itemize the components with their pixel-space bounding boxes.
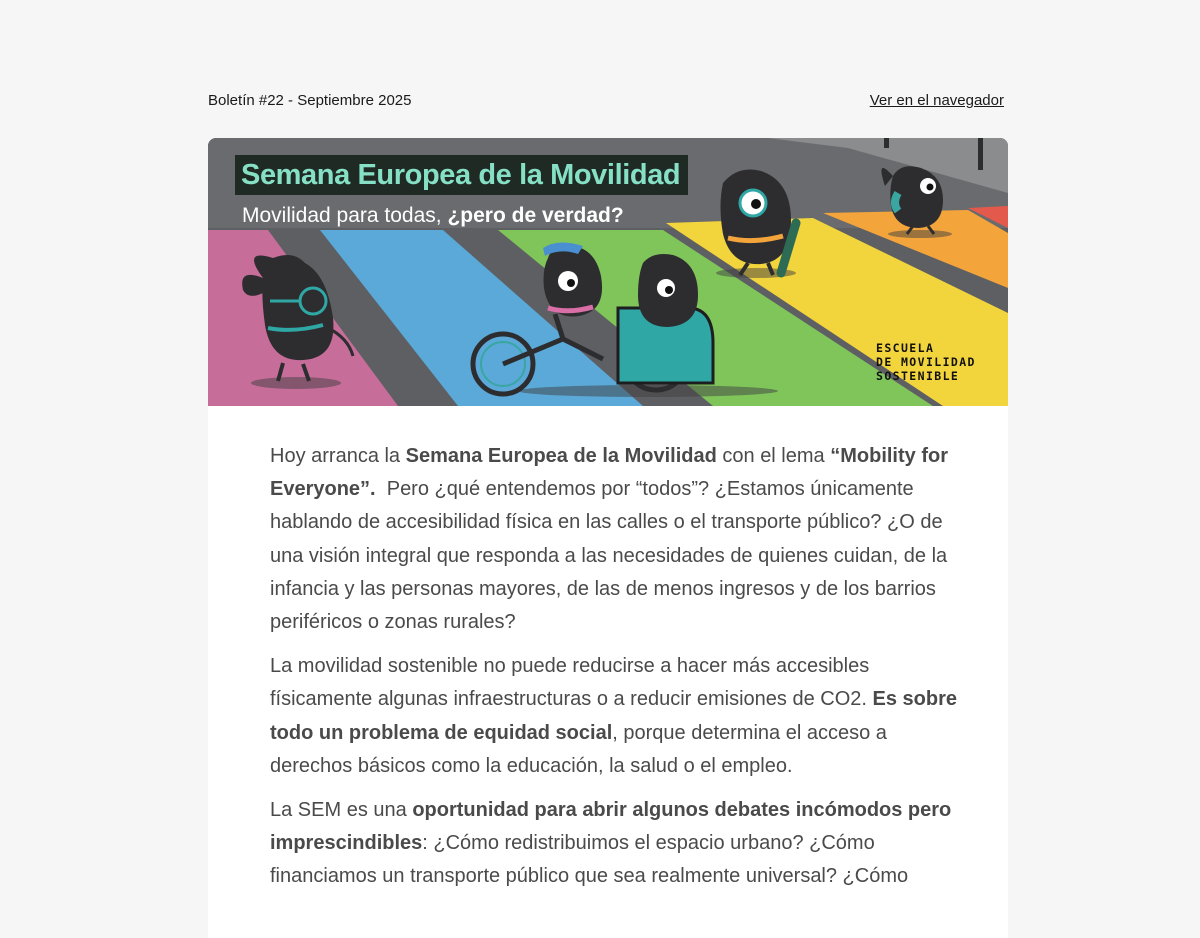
preheader [208, 90, 1008, 112]
view-in-browser-link[interactable]: Ver en el navegador [869, 92, 1004, 109]
paragraph-2 [270, 650, 960, 783]
logo-line-1: ESCUELA [876, 341, 935, 355]
p1-bold-2: “Mobility for Everyone”. [270, 445, 948, 501]
article-body [270, 440, 960, 905]
p3-text-2: : ¿Cómo redistribuimos el espacio urbano? ¿Cómo financiamos un transporte público que sea realmente universal? ¿Cómo [270, 832, 909, 888]
paragraph-3 [270, 794, 960, 894]
p2-text-2: , porque determina el acceso a derechos básicos como la educación, la salud o el empleo. [270, 721, 887, 777]
hero-banner [208, 138, 1008, 406]
p1-bold-1: Semana Europea de la Movilidad [405, 445, 717, 467]
p1-text-3: Pero ¿qué entendemos por “todos”? ¿Estamos únicamente hablando de accesibilidad física en las calles o el transporte público? ¿O de una visión integral que responda a las necesidades de quienes cuidan, de la infancia y las personas mayores, de las de menos ingresos y de los barrios periféricos o zonas rurales? [270, 478, 953, 634]
p2-bold-1: Es sobre todo un problema de equidad social [270, 688, 957, 744]
p3-bold-1: oportunidad para abrir algunos debates incómodos pero imprescindibles [270, 799, 952, 855]
p2-text-1: La movilidad sostenible no puede reducirse a hacer más accesibles físicamente algunas infraestructuras o a reducir emisiones de CO2. [270, 655, 873, 711]
p3-text-1: La SEM es una [270, 799, 413, 822]
logo-line-2: DE MOVILIDAD [876, 355, 976, 369]
p1-text-2: con el lema [716, 445, 831, 467]
issue-label: Boletín #22 - Septiembre 2025 [208, 92, 412, 109]
hero-subtitle [242, 202, 624, 230]
hero-subtitle-bold: ¿pero de verdad? [447, 204, 624, 227]
hero-subtitle-plain: Movilidad para todas, [242, 204, 448, 227]
p1-text-1: Hoy arranca la [270, 445, 406, 467]
logo-line-3: SOSTENIBLE [876, 369, 960, 383]
newsletter-card [208, 138, 1008, 938]
paragraph-1 [270, 440, 960, 639]
hero-title: Semana Europea de la Movilidad [235, 155, 688, 195]
school-logo [876, 341, 976, 383]
